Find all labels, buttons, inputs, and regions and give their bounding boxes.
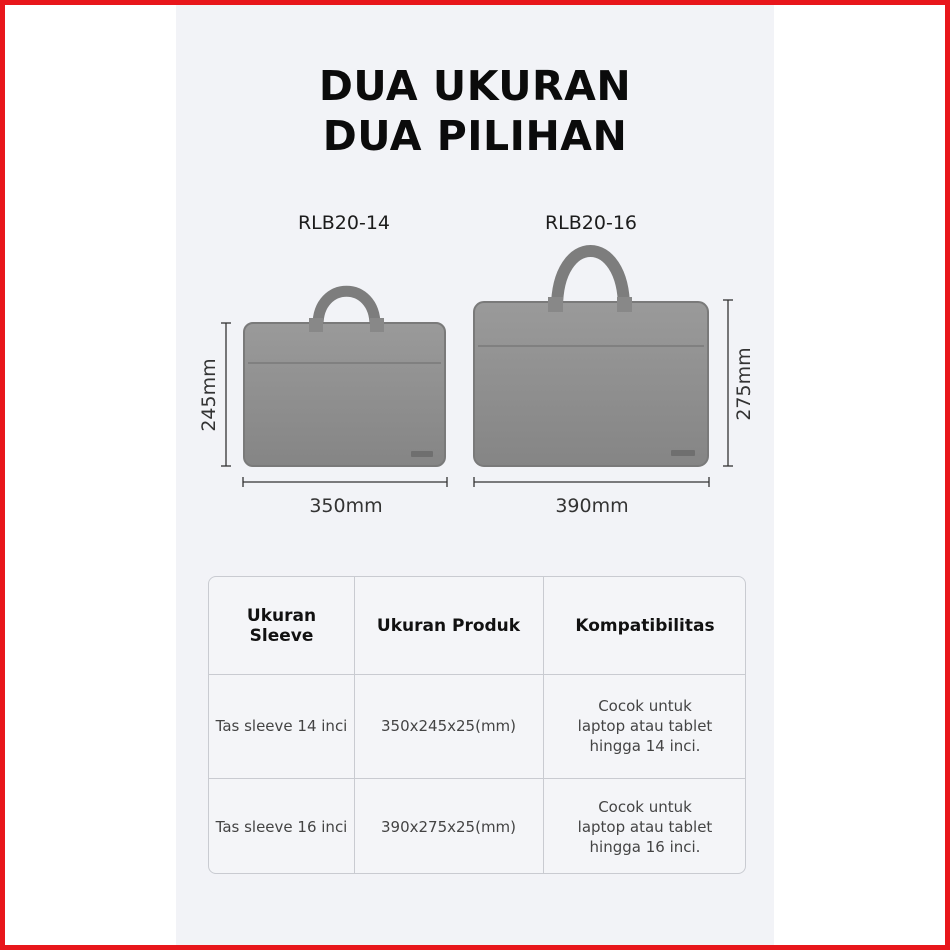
header-ukuran-sleeve: Ukuran Sleeve: [246, 605, 317, 646]
row-16-compat: [543, 778, 746, 874]
row-14-size: 350x245x25(mm): [380, 717, 517, 735]
height-label-14: 245mm: [198, 358, 220, 432]
row-16-sleeve: Tas sleeve 16 inci: [215, 817, 348, 836]
row-16-compat-line-3: hingga 16 inci.: [589, 837, 701, 856]
headline-line-1: DUA UKURAN: [318, 62, 632, 110]
row-14-compat-line-2: laptop atau tablet: [577, 717, 713, 735]
row-16-compat-line-2: laptop atau tablet: [577, 817, 713, 836]
model-label-16: RLB20-16: [544, 212, 638, 234]
row-14-sleeve: Tas sleeve 14 inci: [215, 717, 348, 735]
bag-14-image: [244, 291, 445, 466]
height-label-16: 275mm: [733, 347, 755, 421]
row-16-compat-line-1: Cocok untuk: [598, 797, 692, 816]
row-14-compat-line-3: hingga 14 inci.: [589, 737, 701, 755]
size-comparison-table: [208, 576, 746, 874]
row-16-size: 390x275x25(mm): [380, 817, 517, 836]
model-label-14: RLB20-14: [297, 212, 391, 234]
width-label-14: 350mm: [309, 495, 383, 517]
header-ukuran-produk: Ukuran Produk: [376, 615, 521, 636]
width-label-16: 390mm: [555, 495, 629, 517]
headline-line-2: DUA PILIHAN: [322, 112, 628, 160]
bag-16-image: [474, 251, 708, 466]
header-kompatibilitas: Kompatibilitas: [575, 615, 715, 636]
row-14-compat-line-1: Cocok untuk: [598, 697, 692, 715]
row-14-compat: [543, 674, 746, 778]
